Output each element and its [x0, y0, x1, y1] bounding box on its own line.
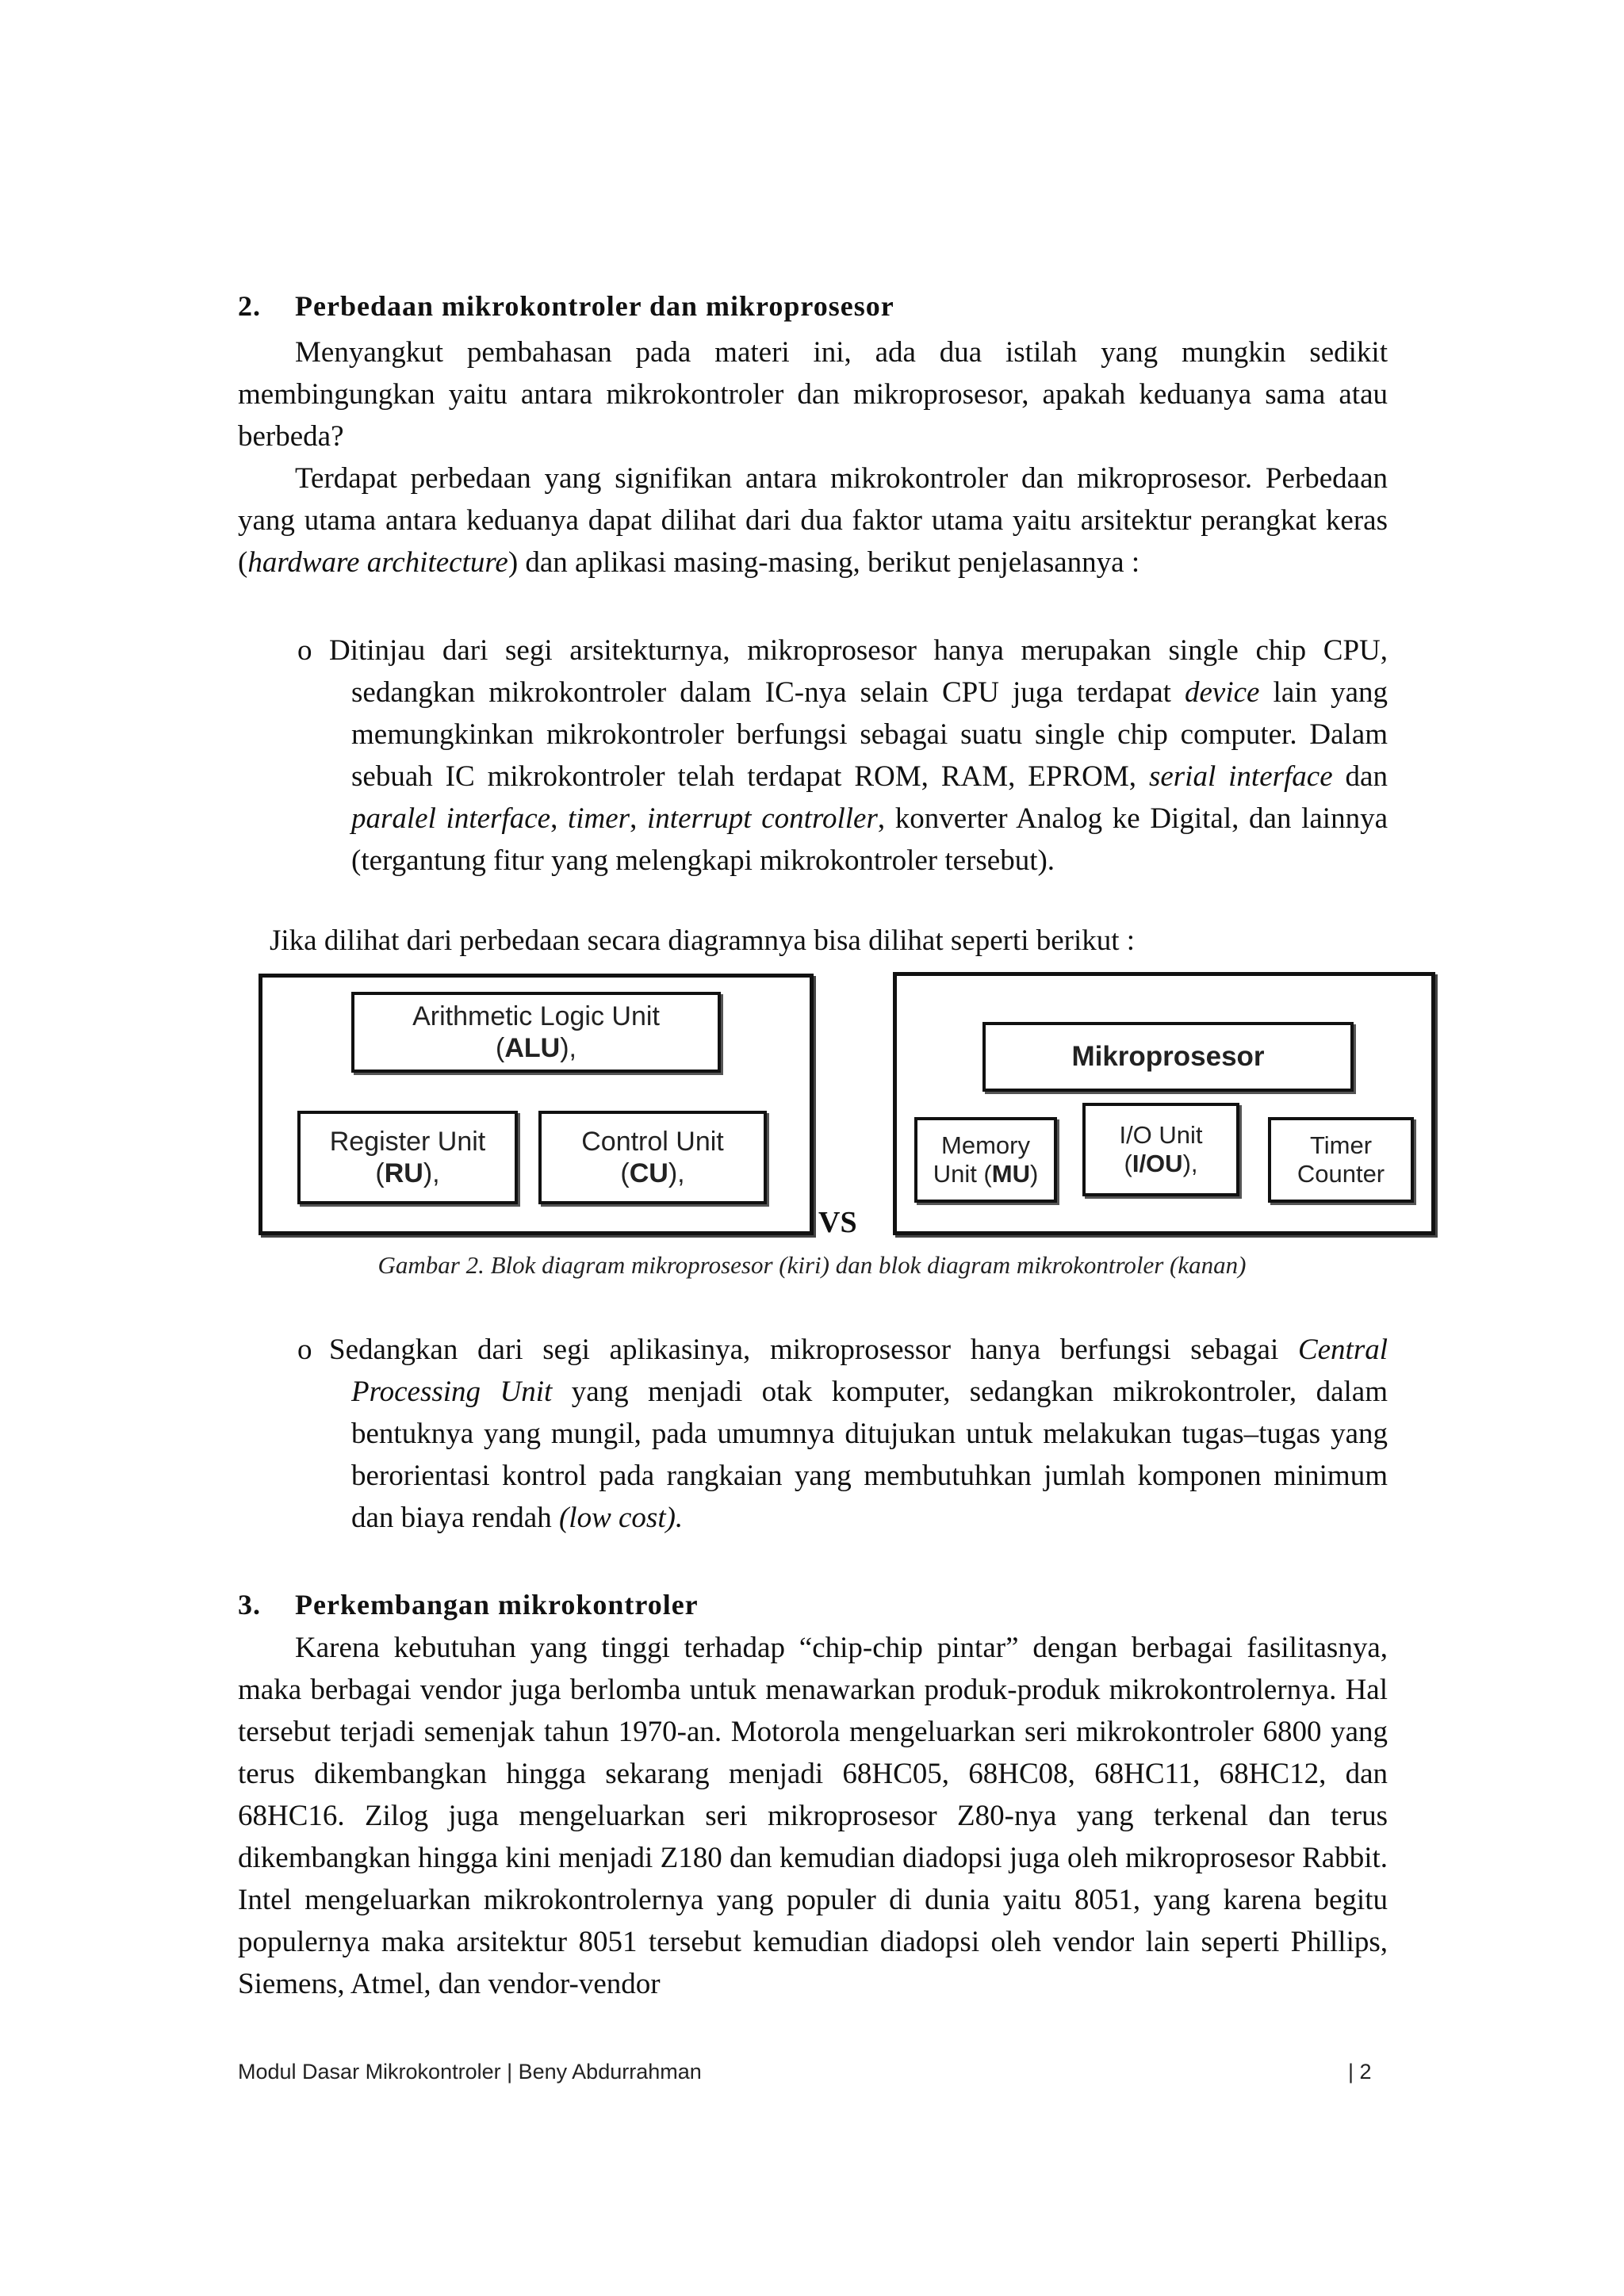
section-title: Perkembangan mikrokontroler: [295, 1589, 699, 1621]
bullet-application: [297, 1329, 1388, 1539]
register-unit-block: Register Unit (RU),: [297, 1111, 518, 1204]
alu-block: Arithmetic Logic Unit (ALU),: [351, 992, 721, 1073]
vs-label: VS: [818, 1206, 857, 1239]
mikroprosesor-block: Mikroprosesor: [982, 1022, 1354, 1092]
section-number: 2.: [238, 290, 261, 322]
figure-caption: Gambar 2. Blok diagram mikroprosesor (kiri) dan blok diagram mikrokontroler (kanan): [377, 1251, 1247, 1279]
bullet-text: Sedangkan dari segi aplikasinya, mikroprosessor hanya berfungsi sebagai Central Processing Unit yang menjadi otak komputer, sedangkan mikrokontroler, dalam bentuknya yang mungil, pada umumnya ditujukan untuk melakukan tugas–tugas yang berorientasi kontrol pada rangkaian yang membutuhkan jumlah komponen minimum dan biaya rendah (low cost).: [329, 1334, 1388, 1534]
section-number: 3.: [238, 1589, 261, 1621]
microcontroller-diagram: [893, 972, 1435, 1235]
paragraph-development: Karena kebutuhan yang tinggi terhadap “chip-chip pintar” dengan berbagai fasilitasnya, maka berbagai vendor juga berlomba untuk menawarkan produk-produk mikrokontrolernya. Hal tersebut terjadi semenjak tahun 1970-an. Motorola mengeluarkan seri mikrokontroler 6800 yang terus dikembangkan hingga sekarang menjadi 68HC05, 68HC08, 68HC11, 68HC12, dan 68HC16. Zilog juga mengeluarkan seri mikroprosesor Z80-nya yang terkenal dan terus dikembangkan hingga kini menjadi Z180 dan kemudian diadopsi juga oleh mikroprosesor Rabbit. Intel mengeluarkan mikrokontrolernya yang populer di dunia yaitu 8051, yang karena begitu populernya maka arsitektur 8051 tersebut kemudian diadopsi oleh vendor lain seperti Phillips, Siemens, Atmel, dan vendor-vendor: [238, 1632, 1388, 2000]
memory-unit-block: Memory Unit (MU): [914, 1117, 1057, 1203]
bullet-text: Ditinjau dari segi arsitekturnya, mikroprosesor hanya merupakan single chip CPU, sedangkan mikrokontroler dalam IC-nya selain CPU juga terdapat device lain yang memungkinkan mikrokontroler berfungsi sebagai suatu single chip computer. Dalam sebuah IC mikrokontroler telah terdapat ROM, RAM, EPROM, serial interface dan paralel interface, timer, interrupt controller, konverter Analog ke Digital, dan lainnya (tergantung fitur yang melengkapi mikrokontroler tersebut).: [329, 634, 1388, 877]
diagram-intro: Jika dilihat dari perbedaan secara diagramnya bisa dilihat seperti berikut :: [270, 924, 1136, 957]
bullet-marker: o: [297, 634, 312, 667]
section-3-heading: [238, 1588, 699, 1621]
italic-term: hardware architecture: [247, 546, 508, 579]
io-unit-block: I/O Unit (I/OU),: [1082, 1103, 1239, 1196]
timer-counter-block: Timer Counter: [1268, 1117, 1414, 1203]
bullet-marker: o: [297, 1334, 312, 1366]
section-title: Perbedaan mikrokontroler dan mikroprosesor: [295, 290, 894, 322]
bullet-architecture: [297, 629, 1388, 882]
control-unit-block: Control Unit (CU),: [538, 1111, 767, 1204]
microprocessor-diagram: [259, 974, 814, 1235]
page-number: | 2: [1348, 2060, 1372, 2084]
paragraph-intro: Menyangkut pembahasan pada materi ini, ada dua istilah yang mungkin sedikit membingungkan yaitu antara mikrokontroler dan mikroprosesor, apakah keduanya sama atau berbeda?: [238, 336, 1388, 453]
section-2-heading: [238, 289, 894, 323]
footer-text: Modul Dasar Mikrokontroler | Beny Abdurrahman: [238, 2060, 702, 2084]
paragraph-difference: Terdapat perbedaan yang signifikan antara mikrokontroler dan mikroprosesor. Perbedaan yang utama antara keduanya dapat dilihat dari dua faktor utama yaitu arsitektur perangkat keras (hardware architecture) dan aplikasi masing-masing, berikut penjelasannya :: [238, 462, 1388, 579]
